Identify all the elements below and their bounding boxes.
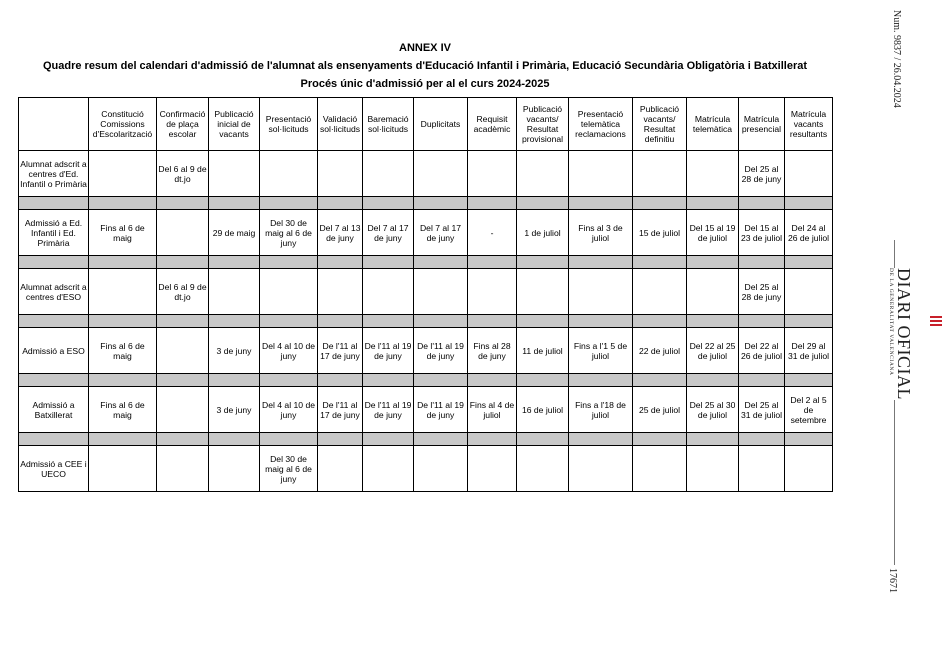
column-header: Confirmació de plaça escolar — [157, 98, 209, 151]
table-cell — [785, 151, 833, 197]
separator-cell — [157, 256, 209, 269]
separator-cell — [633, 197, 687, 210]
table-cell — [687, 446, 739, 492]
separator-cell — [414, 315, 468, 328]
document-subtitle: Procés únic d'admissió per al el curs 2024-2025 — [300, 78, 550, 90]
column-header: Baremació sol·licituds — [363, 98, 414, 151]
table-cell — [318, 446, 363, 492]
row-label: Admissió a Batxillerat — [19, 387, 89, 433]
separator-cell — [260, 197, 318, 210]
table-cell — [414, 269, 468, 315]
table-cell: Del 15 al 23 de juliol — [739, 210, 785, 256]
table-cell: Del 25 al 31 de juliol — [739, 387, 785, 433]
separator-cell — [209, 197, 260, 210]
table-cell: 3 de juny — [209, 387, 260, 433]
separator-cell — [633, 374, 687, 387]
separator-cell — [363, 197, 414, 210]
table-cell: Del 15 al 19 de juliol — [687, 210, 739, 256]
separator-cell — [785, 374, 833, 387]
separator-cell — [157, 315, 209, 328]
table-row — [19, 151, 833, 197]
separator-cell — [363, 256, 414, 269]
separator-cell — [468, 433, 517, 446]
table-cell: Fins al 6 de maig — [89, 387, 157, 433]
separator-cell — [517, 197, 569, 210]
table-cell: 25 de juliol — [633, 387, 687, 433]
separator-row — [19, 433, 833, 446]
table-cell: Del 25 al 28 de juny — [739, 151, 785, 197]
separator-cell — [739, 315, 785, 328]
table-cell — [260, 151, 318, 197]
separator-cell — [414, 197, 468, 210]
separator-cell — [209, 315, 260, 328]
separator-cell — [633, 256, 687, 269]
row-label: Alumnat adscrit a centres d'ESO — [19, 269, 89, 315]
table-cell: Del 25 al 30 de juliol — [687, 387, 739, 433]
column-header: Requisit acadèmic — [468, 98, 517, 151]
table-cell: De l'11 al 19 de juny — [414, 328, 468, 374]
table-cell — [633, 446, 687, 492]
separator-cell — [414, 374, 468, 387]
annex-heading: ANNEX IV — [399, 42, 451, 54]
table-cell: Del 7 al 17 de juny — [363, 210, 414, 256]
separator-row — [19, 256, 833, 269]
table-cell: Fins a l'18 de juliol — [569, 387, 633, 433]
separator-row — [19, 197, 833, 210]
table-cell: 29 de maig — [209, 210, 260, 256]
separator-cell — [517, 256, 569, 269]
table-cell: 11 de juliol — [517, 328, 569, 374]
issue-reference-text: Num. 9837 / 26.04.2024 — [891, 10, 902, 108]
table-cell — [517, 269, 569, 315]
column-header: Matrícula telemàtica — [687, 98, 739, 151]
sidebar-divider — [894, 400, 895, 565]
separator-cell — [318, 315, 363, 328]
separator-cell — [318, 256, 363, 269]
table-cell: - — [468, 210, 517, 256]
table-cell: 3 de juny — [209, 328, 260, 374]
separator-cell — [260, 433, 318, 446]
separator-cell — [569, 256, 633, 269]
table-row — [19, 269, 833, 315]
table-cell — [468, 446, 517, 492]
separator-cell — [517, 433, 569, 446]
table-cell: Del 22 al 25 de juliol — [687, 328, 739, 374]
separator-cell — [517, 374, 569, 387]
table-cell — [89, 151, 157, 197]
table-cell: Fins al 4 de juliol — [468, 387, 517, 433]
column-header: Constitució Comissions d'Escolarització — [89, 98, 157, 151]
table-cell: Del 22 al 26 de juliol — [739, 328, 785, 374]
table-cell — [633, 151, 687, 197]
table-body — [19, 151, 833, 492]
separator-cell — [785, 433, 833, 446]
separator-cell — [89, 197, 157, 210]
table-cell — [318, 269, 363, 315]
row-label: Admissió a ESO — [19, 328, 89, 374]
column-header — [19, 98, 89, 151]
table-cell: Del 25 al 28 de juny — [739, 269, 785, 315]
separator-cell — [468, 315, 517, 328]
table-cell — [633, 269, 687, 315]
separator-cell — [318, 433, 363, 446]
separator-cell — [739, 433, 785, 446]
separator-cell — [468, 256, 517, 269]
table-row — [19, 387, 833, 433]
column-header: Publicació vacants/ Resultat definitiu — [633, 98, 687, 151]
separator-cell — [260, 315, 318, 328]
separator-cell — [687, 315, 739, 328]
table-cell: Del 30 de maig al 6 de juny — [260, 446, 318, 492]
separator-cell — [19, 315, 89, 328]
table-cell — [687, 269, 739, 315]
table-cell: Del 4 al 10 de juny — [260, 387, 318, 433]
brand-subtitle: DE LA GENERALITAT VALENCIANA — [888, 268, 894, 376]
table-cell: 22 de juliol — [633, 328, 687, 374]
table-cell — [414, 446, 468, 492]
separator-cell — [89, 315, 157, 328]
table-cell: Del 6 al 9 de dt.jo — [157, 151, 209, 197]
separator-cell — [157, 433, 209, 446]
separator-cell — [209, 433, 260, 446]
column-header: Matrícula vacants resultants — [785, 98, 833, 151]
table-cell: Del 6 al 9 de dt.jo — [157, 269, 209, 315]
table-cell — [209, 446, 260, 492]
separator-cell — [468, 197, 517, 210]
separator-cell — [468, 374, 517, 387]
separator-cell — [19, 256, 89, 269]
table-cell — [157, 210, 209, 256]
table-cell — [363, 151, 414, 197]
separator-cell — [363, 315, 414, 328]
separator-row — [19, 315, 833, 328]
separator-cell — [318, 374, 363, 387]
separator-cell — [739, 197, 785, 210]
separator-cell — [569, 197, 633, 210]
separator-cell — [318, 197, 363, 210]
separator-cell — [19, 374, 89, 387]
separator-cell — [687, 256, 739, 269]
table-cell — [209, 269, 260, 315]
table-cell: Fins al 3 de juliol — [569, 210, 633, 256]
separator-cell — [633, 315, 687, 328]
separator-row — [19, 374, 833, 387]
table-cell: Fins al 28 de juny — [468, 328, 517, 374]
column-header: Presentació sol·licituds — [260, 98, 318, 151]
table-cell: Del 4 al 10 de juny — [260, 328, 318, 374]
separator-cell — [785, 315, 833, 328]
separator-cell — [19, 433, 89, 446]
table-row — [19, 328, 833, 374]
separator-cell — [89, 256, 157, 269]
separator-cell — [209, 374, 260, 387]
separator-cell — [687, 433, 739, 446]
table-cell — [687, 151, 739, 197]
table-cell — [517, 446, 569, 492]
separator-cell — [260, 256, 318, 269]
separator-cell — [19, 197, 89, 210]
table-cell — [89, 446, 157, 492]
table-cell: De l'11 al 17 de juny — [318, 387, 363, 433]
table-cell: Del 29 al 31 de juliol — [785, 328, 833, 374]
separator-cell — [785, 197, 833, 210]
table-header-row — [19, 98, 833, 151]
table-cell: De l'11 al 19 de juny — [414, 387, 468, 433]
table-cell — [569, 151, 633, 197]
table-cell: 1 de juliol — [517, 210, 569, 256]
table-cell: Fins a l'1 5 de juliol — [569, 328, 633, 374]
sidebar-divider — [894, 240, 895, 268]
table-cell: Del 7 al 13 de juny — [318, 210, 363, 256]
column-header: Validació sol·licituds — [318, 98, 363, 151]
table-cell — [517, 151, 569, 197]
table-cell — [318, 151, 363, 197]
table-cell — [209, 151, 260, 197]
separator-cell — [569, 374, 633, 387]
table-cell: 15 de juliol — [633, 210, 687, 256]
admission-calendar-table — [18, 97, 833, 492]
table-cell: Fins al 6 de maig — [89, 210, 157, 256]
separator-cell — [569, 315, 633, 328]
separator-cell — [414, 433, 468, 446]
table-cell: Del 24 al 26 de juliol — [785, 210, 833, 256]
table-cell — [260, 269, 318, 315]
separator-cell — [633, 433, 687, 446]
page-number-text: 17671 — [887, 568, 898, 593]
separator-cell — [739, 256, 785, 269]
generalitat-emblem-icon — [930, 315, 942, 327]
table-cell: De l'11 al 19 de juny — [363, 387, 414, 433]
table-cell — [785, 269, 833, 315]
separator-cell — [414, 256, 468, 269]
column-header: Presentació telemàtica reclamacions — [569, 98, 633, 151]
separator-cell — [209, 256, 260, 269]
table-cell: Del 7 al 17 de juny — [414, 210, 468, 256]
table-cell — [468, 269, 517, 315]
table-cell: Fins al 6 de maig — [89, 328, 157, 374]
separator-cell — [785, 256, 833, 269]
table-cell — [157, 387, 209, 433]
table-cell: De l'11 al 17 de juny — [318, 328, 363, 374]
table-row — [19, 446, 833, 492]
table-row — [19, 210, 833, 256]
row-label: Admissió a Ed. Infantil i Ed. Primària — [19, 210, 89, 256]
column-header: Matrícula presencial — [739, 98, 785, 151]
separator-cell — [157, 197, 209, 210]
table-cell — [89, 269, 157, 315]
separator-cell — [89, 433, 157, 446]
table-cell — [785, 446, 833, 492]
table-cell — [569, 446, 633, 492]
table-cell: De l'11 al 19 de juny — [363, 328, 414, 374]
row-label: Alumnat adscrit a centres d'Ed. Infantil o Primària — [19, 151, 89, 197]
table-cell — [157, 446, 209, 492]
table-cell: Del 30 de maig al 6 de juny — [260, 210, 318, 256]
table-cell — [414, 151, 468, 197]
separator-cell — [739, 374, 785, 387]
column-header: Publicació inicial de vacants — [209, 98, 260, 151]
table-cell — [569, 269, 633, 315]
page-number — [884, 568, 900, 628]
separator-cell — [157, 374, 209, 387]
separator-cell — [569, 433, 633, 446]
column-header: Publicació vacants/ Resultat provisional — [517, 98, 569, 151]
table-cell — [468, 151, 517, 197]
brand-block — [884, 268, 930, 408]
table-cell — [739, 446, 785, 492]
table-cell: Del 2 al 5 de setembre — [785, 387, 833, 433]
separator-cell — [517, 315, 569, 328]
separator-cell — [363, 433, 414, 446]
table-cell — [363, 446, 414, 492]
issue-reference — [888, 10, 902, 240]
separator-cell — [687, 197, 739, 210]
document-title: Quadre resum del calendari d'admissió de l'alumnat als ensenyaments d'Educació Infantil i Primària, Educació Secundària Obligatòria i Batxillerat — [42, 60, 808, 72]
table-cell: 16 de juliol — [517, 387, 569, 433]
column-header: Duplicitats — [414, 98, 468, 151]
table-cell — [363, 269, 414, 315]
separator-cell — [687, 374, 739, 387]
separator-cell — [260, 374, 318, 387]
row-label: Admissió a CEE i UECO — [19, 446, 89, 492]
table-cell — [157, 328, 209, 374]
separator-cell — [363, 374, 414, 387]
separator-cell — [89, 374, 157, 387]
brand-title: DIARI OFICIAL — [894, 268, 914, 400]
